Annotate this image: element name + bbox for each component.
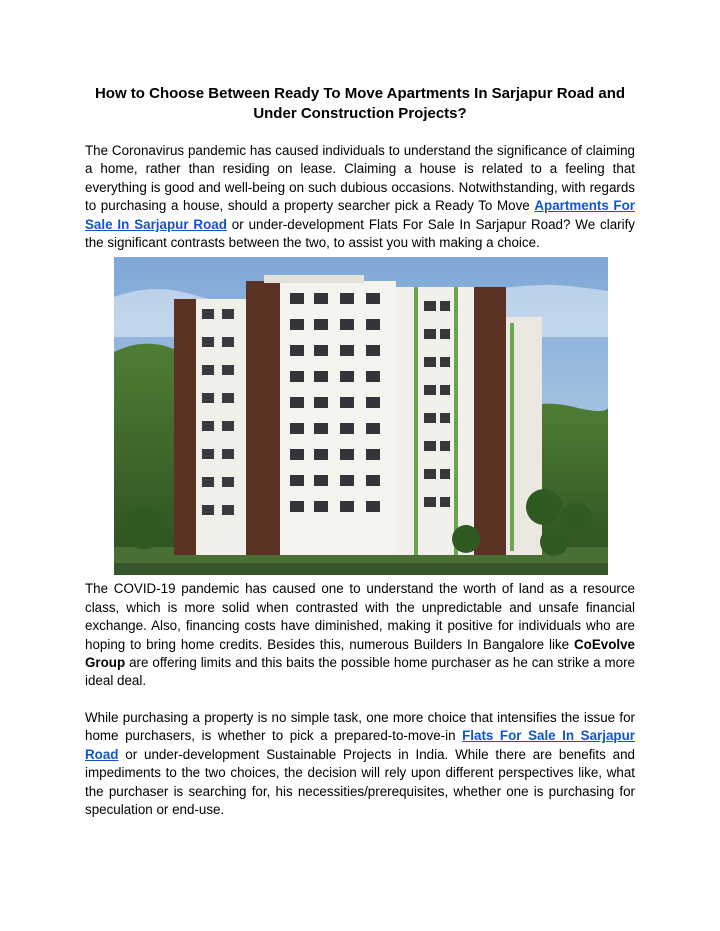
paragraph-choice [85,709,635,819]
company-name-bold: CoEvolve Group [85,636,635,671]
document-page [85,84,635,819]
paragraph-intro [85,142,635,252]
paragraph-covid-text-2: are offering limits and this baits the possible home purchaser as he can strike a more ideal deal. [85,655,635,689]
paragraph-covid [85,580,635,690]
document-title: How to Choose Between Ready To Move Apartments In Sarjapur Road and Under Construction Projects? [94,85,626,122]
apartment-building-photo [114,257,608,575]
paragraph-choice-text-2: or under-development Sustainable Projects in India. While there are benefits and impediments to the two choices, the decision will rely upon different perspectives like, what the purchaser is searching for, his necessities/prerequisites, whether one is purchasing for speculation or end-use. [85,746,635,817]
link-apartments-sarjapur[interactable]: Apartments For Sale In Sarjapur Road [85,198,635,232]
paragraph-intro-text-2: or under-development Flats For Sale In Sarjapur Road? We clarify the significant contrasts between the two, to assist you with making a choice. [85,216,635,251]
paragraph-intro-text-1: The Coronavirus pandemic has caused individuals to understand the significance of claiming a home, rather than residing on lease. Claiming a house is related to a feeling that everything is good and well-being on such dubious occasions. Notwithstanding, with regards to purchasing a house, should a property searcher pick a Ready To Move [85,143,635,214]
paragraph-choice-text-1: While purchasing a property is no simple task, one more choice that intensifies the issue for home purchasers, is whether to pick a prepared-to-move-in [85,709,635,744]
link-flats-sarjapur[interactable]: Flats For Sale In Sarjapur Road [85,728,635,762]
paragraph-covid-text-1: The COVID-19 pandemic has caused one to understand the worth of land as a resource class, which is more solid when contrasted with the unpredictable and unsafe financial exchange. Also, financing costs have diminished, making it positive for individuals who are hoping to bring home credits. Besides this, numerous Builders In Bangalore like [85,581,635,652]
